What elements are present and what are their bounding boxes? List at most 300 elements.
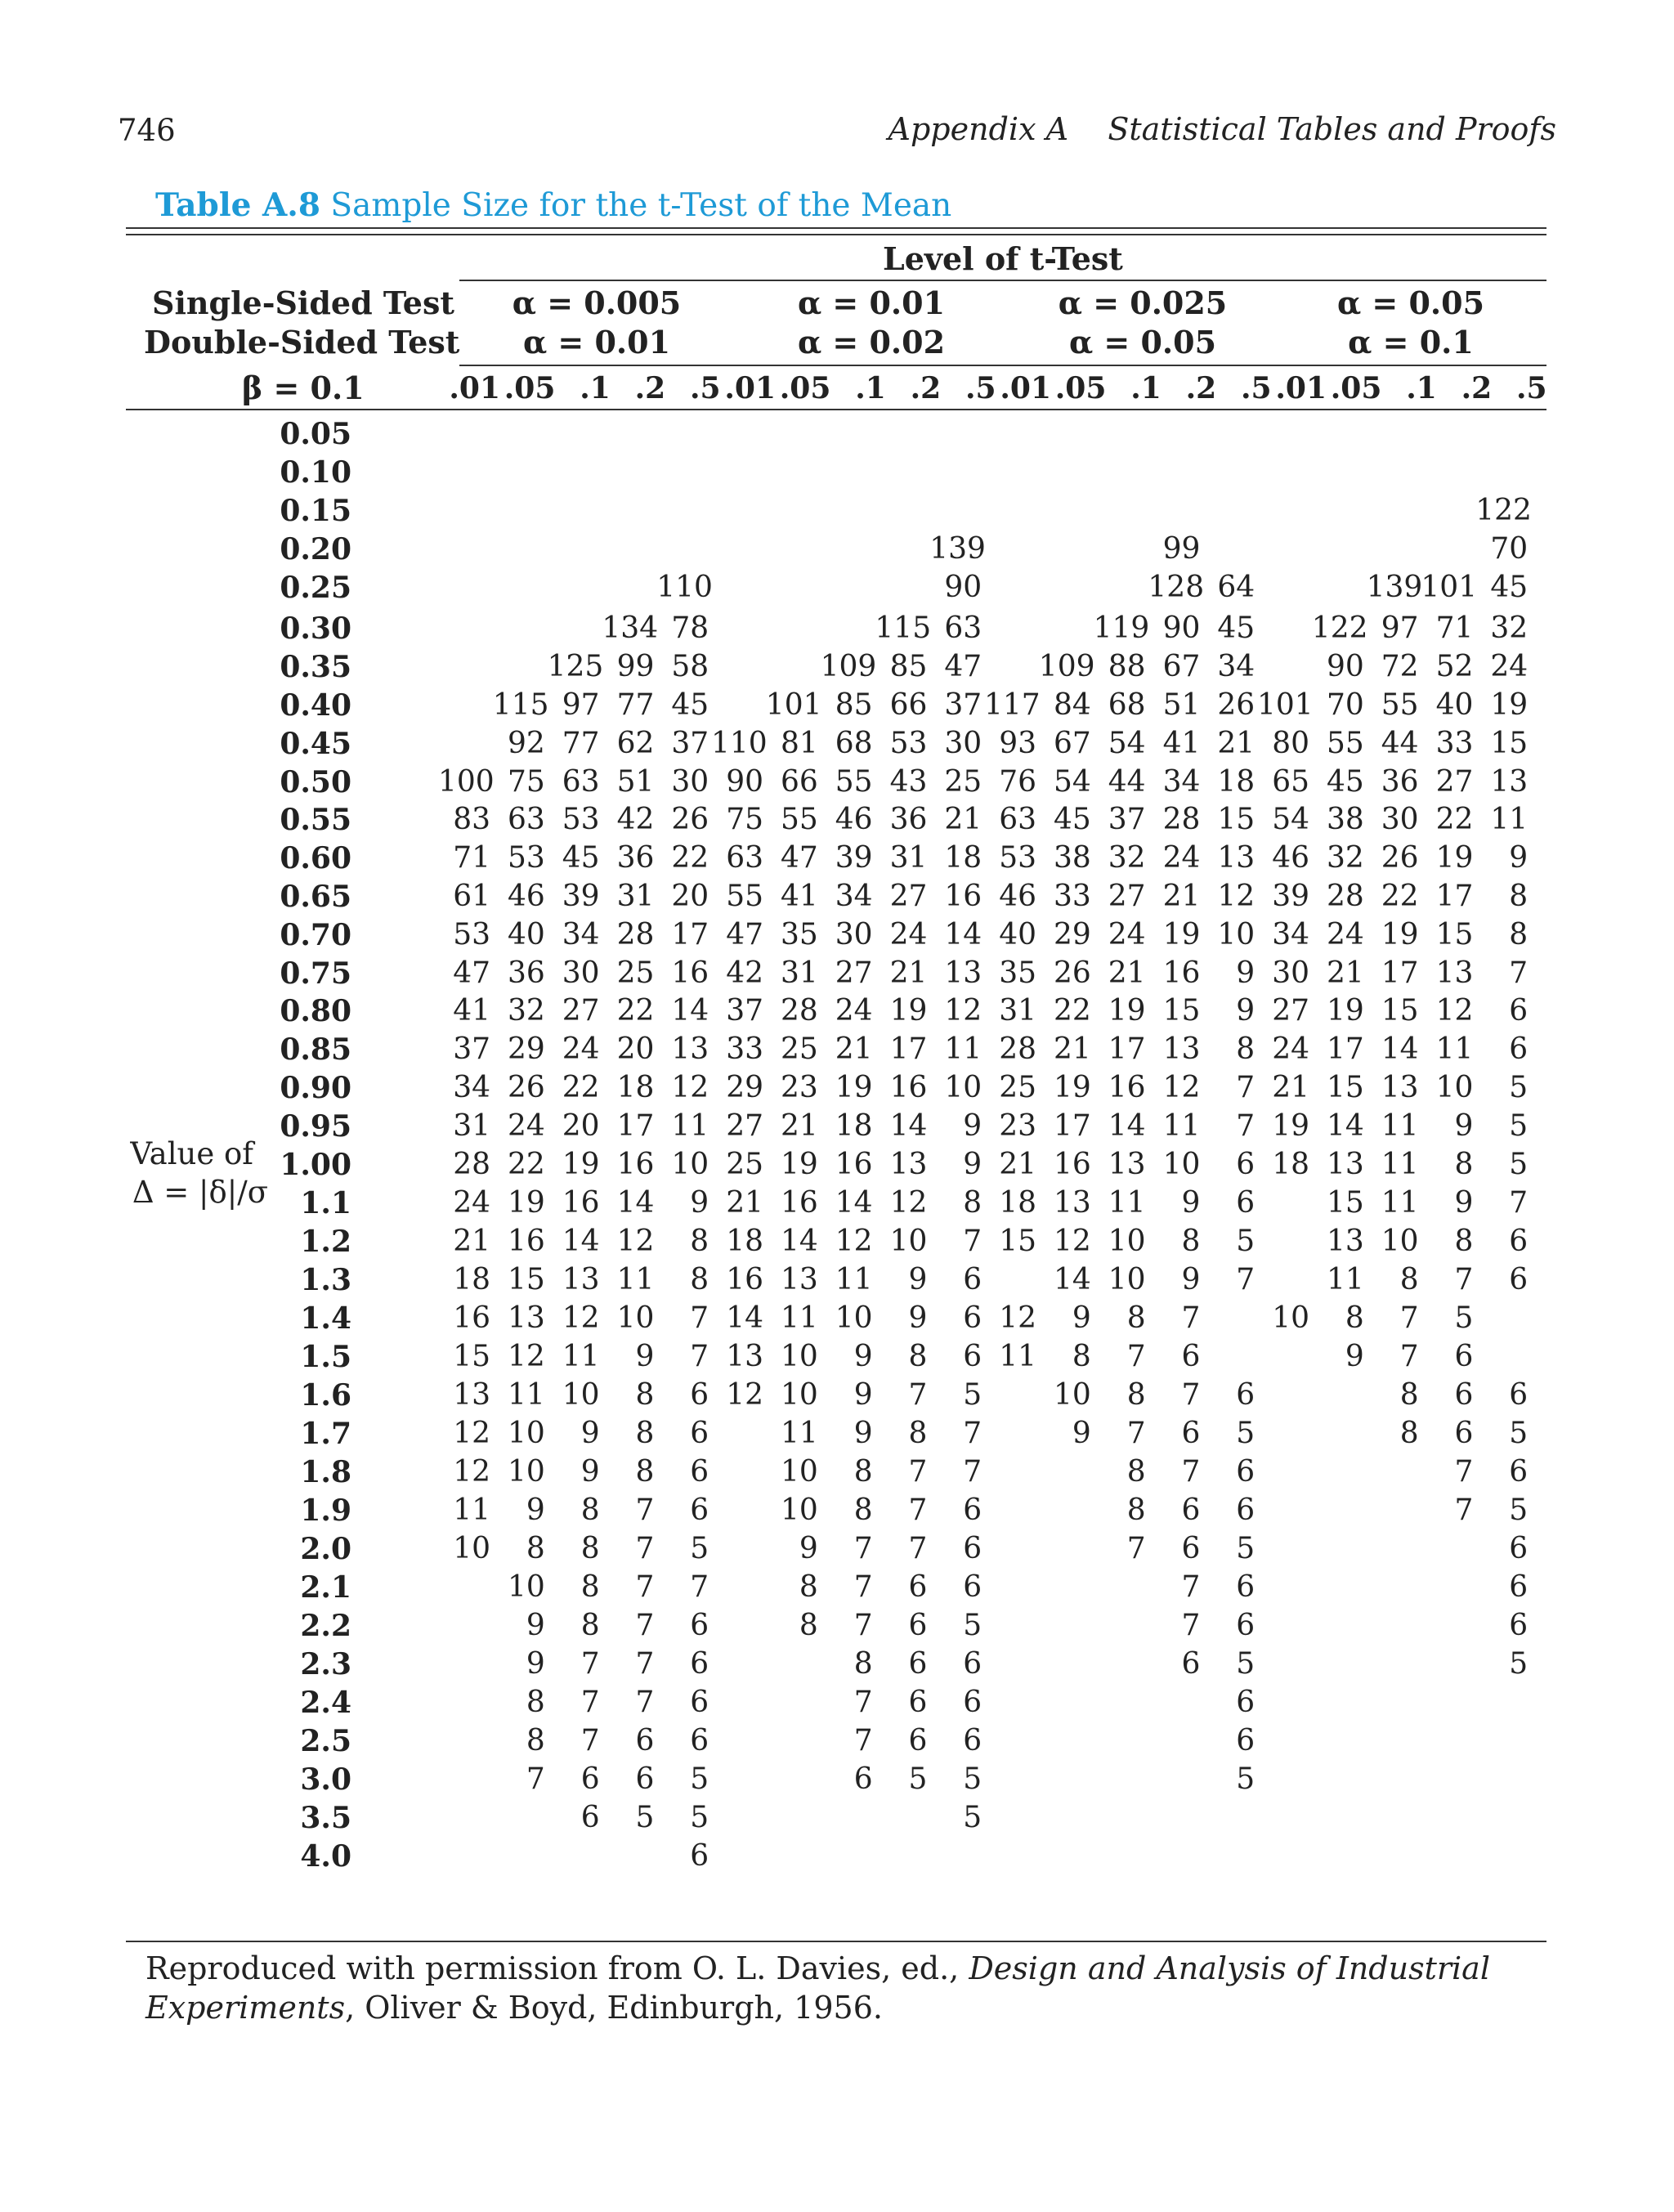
- table-cell: 15: [1217, 803, 1256, 836]
- table-cell: 6: [908, 1686, 928, 1719]
- table-cell: 24: [1490, 650, 1529, 683]
- table-cell: 10: [889, 1225, 928, 1258]
- table-cell: 16: [616, 1148, 655, 1181]
- table-cell: 28: [780, 994, 818, 1028]
- table-cell: 16: [1053, 1148, 1091, 1181]
- table-cell: 97: [1381, 611, 1419, 645]
- table-cell: 128: [1148, 571, 1205, 604]
- table-cell: 9: [853, 1378, 873, 1412]
- table-cell: 14: [889, 1109, 928, 1143]
- row-delta-label: 0.95: [280, 1109, 351, 1144]
- table-cell: 17: [889, 1032, 928, 1066]
- table-cell: 5: [1236, 1225, 1256, 1258]
- table-cell: 27: [1272, 994, 1309, 1028]
- table-cell: 18: [1272, 1148, 1309, 1181]
- table-cell: 10: [453, 1532, 490, 1565]
- table-cell: 15: [999, 1225, 1036, 1258]
- table-cell: 19: [1381, 918, 1419, 952]
- group-1-double: α = 0.01: [522, 324, 671, 360]
- table-cell: 7: [963, 1455, 982, 1489]
- row-delta-label: 1.4: [300, 1301, 351, 1336]
- table-cell: 9: [1509, 841, 1529, 875]
- table-cell: 15: [1490, 727, 1529, 760]
- table-cell: 9: [853, 1417, 873, 1450]
- table-cell: 10: [1381, 1225, 1419, 1258]
- table-cell: 30: [1272, 956, 1309, 990]
- table-cell: 6: [1236, 1455, 1256, 1489]
- alpha-rule: [459, 365, 1546, 366]
- table-cell: 8: [908, 1340, 928, 1373]
- row-delta-label: 0.85: [280, 1032, 351, 1067]
- table-cell: 11: [1435, 1032, 1474, 1066]
- table-cell: 6: [690, 1724, 709, 1758]
- table-cell: 122: [1475, 494, 1532, 527]
- table-cell: 45: [1490, 571, 1529, 604]
- table-cell: 11: [780, 1417, 818, 1450]
- table-cell: 9: [799, 1532, 818, 1565]
- table-cell: 5: [690, 1801, 709, 1834]
- table-cell: 10: [507, 1455, 545, 1489]
- table-cell: 6: [908, 1570, 928, 1604]
- table-cell: 21: [944, 803, 982, 836]
- table-cell: 25: [780, 1032, 818, 1066]
- table-cell: 39: [562, 880, 600, 913]
- table-cell: 5: [635, 1801, 655, 1834]
- table-cell: 10: [780, 1378, 818, 1412]
- table-cell: 27: [1435, 765, 1474, 799]
- table-cell: 6: [690, 1417, 709, 1450]
- table-cell: 15: [1162, 994, 1201, 1028]
- table-cell: 8: [1345, 1301, 1364, 1335]
- table-cell: 16: [726, 1263, 763, 1296]
- table-cell: 8: [1454, 1148, 1474, 1181]
- table-cell: 24: [889, 918, 928, 952]
- table-cell: 6: [1236, 1609, 1256, 1642]
- table-cell: 8: [635, 1417, 655, 1450]
- level-rule: [459, 280, 1546, 281]
- table-cell: 32: [1326, 841, 1364, 875]
- table-cell: 17: [671, 918, 709, 952]
- table-cell: 9: [526, 1493, 545, 1527]
- table-cell: 55: [780, 803, 818, 836]
- table-cell: 13: [1217, 841, 1256, 875]
- row-delta-label: 1.6: [300, 1378, 351, 1413]
- table-cell: 8: [853, 1455, 873, 1489]
- table-cell: 53: [507, 841, 545, 875]
- row-delta-label: 0.50: [280, 765, 351, 799]
- beta-column-header: .2: [1185, 371, 1217, 405]
- table-cell: 14: [616, 1186, 655, 1220]
- table-cell: 10: [1053, 1378, 1091, 1412]
- table-cell: 29: [507, 1032, 545, 1066]
- table-cell: 9: [1181, 1186, 1201, 1220]
- header-bottom-rule: [126, 409, 1546, 410]
- table-cell: 21: [1217, 727, 1256, 760]
- table-cell: 8: [1509, 918, 1529, 952]
- table-cell: 8: [690, 1225, 709, 1258]
- table-cell: 7: [1181, 1609, 1201, 1642]
- table-cell: 7: [1236, 1263, 1256, 1296]
- table-cell: 10: [671, 1148, 709, 1181]
- table-cell: 30: [944, 727, 982, 760]
- table-cell: 22: [1381, 880, 1419, 913]
- table-cell: 101: [1257, 688, 1314, 722]
- table-cell: 18: [453, 1263, 490, 1296]
- table-cell: 24: [1162, 841, 1201, 875]
- beta-column-header: .2: [1461, 371, 1493, 405]
- table-cell: 6: [1454, 1378, 1474, 1412]
- table-cell: 32: [1490, 611, 1529, 645]
- table-cell: 11: [1381, 1186, 1419, 1220]
- beta-column-header: .05: [504, 371, 556, 405]
- table-cell: 8: [580, 1570, 600, 1604]
- table-cell: 19: [780, 1148, 818, 1181]
- table-cell: 13: [1381, 1071, 1419, 1104]
- table-cell: 21: [889, 956, 928, 990]
- table-cell: 7: [1126, 1340, 1146, 1373]
- table-cell: 6: [635, 1762, 655, 1796]
- table-cell: 47: [944, 650, 982, 683]
- table-cell: 6: [963, 1301, 982, 1335]
- table-cell: 14: [726, 1301, 763, 1335]
- table-cell: 30: [1381, 803, 1419, 836]
- table-cell: 12: [1053, 1225, 1091, 1258]
- table-cell: 6: [908, 1609, 928, 1642]
- table-cell: 17: [1326, 1032, 1364, 1066]
- table-cell: 12: [1217, 880, 1256, 913]
- table-cell: 8: [635, 1455, 655, 1489]
- table-cell: 45: [1053, 803, 1091, 836]
- table-cell: 7: [635, 1647, 655, 1681]
- table-cell: 39: [835, 841, 873, 875]
- table-cell: 17: [1108, 1032, 1146, 1066]
- table-cell: 34: [835, 880, 873, 913]
- table-cell: 26: [1381, 841, 1419, 875]
- table-cell: 24: [1272, 1032, 1309, 1066]
- table-cell: 6: [690, 1455, 709, 1489]
- table-cell: 134: [602, 611, 659, 645]
- table-cell: 52: [1435, 650, 1474, 683]
- table-cell: 21: [453, 1225, 490, 1258]
- table-cell: 9: [963, 1148, 982, 1181]
- table-cell: 7: [908, 1455, 928, 1489]
- table-cell: 22: [671, 841, 709, 875]
- table-cell: 83: [453, 803, 490, 836]
- table-cell: 6: [1509, 1263, 1529, 1296]
- table-cell: 9: [1072, 1301, 1091, 1335]
- row-delta-label: 4.0: [300, 1839, 351, 1874]
- table-cell: 77: [562, 727, 600, 760]
- table-cell: 12: [671, 1071, 709, 1104]
- table-cell: 11: [1381, 1109, 1419, 1143]
- stub-label-delta: Δ = |δ|/σ: [132, 1175, 268, 1210]
- table-cell: 14: [944, 918, 982, 952]
- table-cell: 12: [453, 1417, 490, 1450]
- table-cell: 62: [616, 727, 655, 760]
- table-cell: 16: [671, 956, 709, 990]
- table-cell: 6: [1236, 1570, 1256, 1604]
- table-cell: 19: [562, 1148, 600, 1181]
- table-cell: 45: [1217, 611, 1256, 645]
- table-cell: 40: [999, 918, 1036, 952]
- table-cell: 37: [1108, 803, 1146, 836]
- table-cell: 11: [944, 1032, 982, 1066]
- table-cell: 13: [1490, 765, 1529, 799]
- table-cell: 7: [635, 1532, 655, 1565]
- beta-column-header: .5: [1241, 371, 1272, 405]
- group-1-single: α = 0.005: [512, 284, 682, 321]
- table-cell: 37: [944, 688, 982, 722]
- table-cell: 5: [1509, 1417, 1529, 1450]
- table-cell: 61: [453, 880, 490, 913]
- table-cell: 54: [1272, 803, 1309, 836]
- table-cell: 8: [690, 1263, 709, 1296]
- table-cell: 71: [453, 841, 490, 875]
- source-note-text: Reproduced with permission from O. L. Davies, ed.,: [145, 1950, 969, 1986]
- table-cell: 8: [853, 1647, 873, 1681]
- page-number: 746: [118, 113, 176, 148]
- table-cell: 12: [835, 1225, 873, 1258]
- table-cell: 37: [671, 727, 709, 760]
- table-cell: 14: [562, 1225, 600, 1258]
- table-cell: 36: [616, 841, 655, 875]
- table-cell: 8: [1509, 880, 1529, 913]
- table-cell: 21: [726, 1186, 763, 1220]
- table-cell: 6: [635, 1724, 655, 1758]
- table-cell: 5: [963, 1762, 982, 1796]
- table-cell: 28: [999, 1032, 1036, 1066]
- table-cell: 8: [580, 1609, 600, 1642]
- table-cell: 6: [1181, 1417, 1201, 1450]
- group-3-double: α = 0.05: [1068, 324, 1217, 360]
- table-cell: 24: [507, 1109, 545, 1143]
- table-cell: 7: [853, 1686, 873, 1719]
- table-cell: 9: [1236, 994, 1256, 1028]
- row-delta-label: 0.45: [280, 727, 351, 761]
- table-cell: 21: [835, 1032, 873, 1066]
- table-cell: 47: [726, 918, 763, 952]
- table-cell: 10: [1162, 1148, 1201, 1181]
- table-cell: 5: [1509, 1148, 1529, 1181]
- table-cell: 6: [1509, 1032, 1529, 1066]
- table-cell: 8: [580, 1532, 600, 1565]
- table-cell: 7: [690, 1570, 709, 1604]
- table-cell: 36: [1381, 765, 1419, 799]
- table-cell: 13: [453, 1378, 490, 1412]
- table-cell: 31: [616, 880, 655, 913]
- table-cell: 9: [1345, 1340, 1364, 1373]
- table-cell: 8: [1072, 1340, 1091, 1373]
- table-cell: 8: [1181, 1225, 1201, 1258]
- table-cell: 55: [1326, 727, 1364, 760]
- table-cell: 7: [580, 1724, 600, 1758]
- table-cell: 90: [726, 765, 763, 799]
- table-cell: 21: [999, 1148, 1036, 1181]
- table-cell: 16: [453, 1301, 490, 1335]
- table-cell: 9: [1454, 1109, 1474, 1143]
- table-cell: 16: [1162, 956, 1201, 990]
- table-cell: 125: [547, 650, 604, 683]
- table-cell: 41: [1162, 727, 1201, 760]
- table-cell: 5: [1509, 1071, 1529, 1104]
- table-cell: 11: [562, 1340, 600, 1373]
- table-cell: 31: [780, 956, 818, 990]
- table-cell: 5: [1509, 1109, 1529, 1143]
- table-cell: 7: [690, 1340, 709, 1373]
- row-delta-label: 0.60: [280, 841, 351, 875]
- table-cell: 10: [507, 1417, 545, 1450]
- table-cell: 10: [944, 1071, 982, 1104]
- table-cell: 12: [453, 1455, 490, 1489]
- table-cell: 6: [690, 1609, 709, 1642]
- table-cell: 93: [999, 727, 1036, 760]
- row-delta-label: 0.80: [280, 994, 351, 1028]
- table-cell: 31: [889, 841, 928, 875]
- table-cell: 22: [616, 994, 655, 1028]
- table-cell: 10: [780, 1493, 818, 1527]
- table-cell: 6: [1509, 1378, 1529, 1412]
- table-cell: 15: [1326, 1071, 1364, 1104]
- beta-column-header: .01: [1275, 371, 1327, 405]
- table-cell: 7: [635, 1686, 655, 1719]
- table-cell: 19: [1272, 1109, 1309, 1143]
- table-cell: 6: [580, 1801, 600, 1834]
- table-cell: 31: [999, 994, 1036, 1028]
- table-cell: 5: [1509, 1493, 1529, 1527]
- table-cell: 30: [562, 956, 600, 990]
- table-cell: 8: [1126, 1493, 1146, 1527]
- table-cell: 7: [580, 1647, 600, 1681]
- row-delta-label: 1.8: [300, 1455, 351, 1489]
- table-cell: 24: [835, 994, 873, 1028]
- table-cell: 5: [963, 1378, 982, 1412]
- table-cell: 13: [1326, 1225, 1364, 1258]
- row-delta-label: 1.7: [300, 1417, 351, 1451]
- table-cell: 67: [1053, 727, 1091, 760]
- table-cell: 8: [908, 1417, 928, 1450]
- table-cell: 6: [1181, 1532, 1201, 1565]
- table-cell: 30: [671, 765, 709, 799]
- table-cell: 25: [616, 956, 655, 990]
- table-cell: 7: [1236, 1071, 1256, 1104]
- table-cell: 63: [944, 611, 982, 645]
- row-delta-label: 0.30: [280, 611, 351, 646]
- table-cell: 66: [889, 688, 928, 722]
- table-cell: 12: [944, 994, 982, 1028]
- beta-column-header: .1: [1406, 371, 1437, 405]
- table-cell: 47: [453, 956, 490, 990]
- table-cell: 22: [1053, 994, 1091, 1028]
- table-cell: 11: [1381, 1148, 1419, 1181]
- table-cell: 16: [835, 1148, 873, 1181]
- table-cell: 122: [1311, 611, 1368, 645]
- table-cell: 88: [1108, 650, 1146, 683]
- table-cell: 9: [1236, 956, 1256, 990]
- table-cell: 18: [835, 1109, 873, 1143]
- table-cell: 99: [1162, 532, 1201, 566]
- table-cell: 47: [780, 841, 818, 875]
- table-cell: 63: [726, 841, 763, 875]
- table-cell: 7: [635, 1570, 655, 1604]
- table-cell: 8: [963, 1186, 982, 1220]
- row-delta-label: 0.55: [280, 803, 351, 837]
- table-cell: 5: [963, 1609, 982, 1642]
- table-cell: 6: [908, 1724, 928, 1758]
- row-delta-label: 1.00: [280, 1148, 351, 1182]
- table-cell: 26: [1217, 688, 1256, 722]
- table-cell: 53: [453, 918, 490, 952]
- table-cell: 34: [562, 918, 600, 952]
- table-cell: 7: [908, 1532, 928, 1565]
- table-cell: 36: [507, 956, 545, 990]
- table-cell: 8: [526, 1724, 545, 1758]
- table-cell: 16: [889, 1071, 928, 1104]
- table-cell: 9: [1181, 1263, 1201, 1296]
- table-cell: 6: [1454, 1417, 1474, 1450]
- table-cell: 10: [835, 1301, 873, 1335]
- table-cell: 85: [889, 650, 928, 683]
- row-delta-label: 2.5: [300, 1724, 351, 1758]
- table-cell: 34: [1217, 650, 1256, 683]
- table-cell: 7: [1236, 1109, 1256, 1143]
- table-cell: 6: [1236, 1186, 1256, 1220]
- table-cell: 55: [835, 765, 873, 799]
- table-cell: 21: [1053, 1032, 1091, 1066]
- table-cell: 55: [726, 880, 763, 913]
- table-cell: 7: [1181, 1378, 1201, 1412]
- table-cell: 40: [1435, 688, 1474, 722]
- beta-column-header: .1: [855, 371, 886, 405]
- table-cell: 9: [690, 1186, 709, 1220]
- table-cell: 32: [1108, 841, 1146, 875]
- table-cell: 27: [726, 1109, 763, 1143]
- table-cell: 21: [1272, 1071, 1309, 1104]
- table-cell: 9: [526, 1647, 545, 1681]
- table-cell: 25: [726, 1148, 763, 1181]
- table-cell: 17: [1435, 880, 1474, 913]
- table-cell: 9: [580, 1417, 600, 1450]
- table-cell: 63: [507, 803, 545, 836]
- table-cell: 6: [963, 1724, 982, 1758]
- table-cell: 41: [780, 880, 818, 913]
- group-4-single: α = 0.05: [1336, 284, 1485, 321]
- table-cell: 13: [671, 1032, 709, 1066]
- table-cell: 100: [438, 765, 495, 799]
- table-cell: 22: [562, 1071, 600, 1104]
- table-cell: 10: [1435, 1071, 1474, 1104]
- table-cell: 90: [1326, 650, 1364, 683]
- table-cell: 14: [1053, 1263, 1091, 1296]
- table-cell: 12: [1162, 1071, 1201, 1104]
- table-cell: 12: [889, 1186, 928, 1220]
- table-cell: 67: [1162, 650, 1201, 683]
- table-cell: 18: [999, 1186, 1036, 1220]
- table-cell: 26: [1053, 956, 1091, 990]
- table-cell: 8: [1399, 1378, 1419, 1412]
- row-delta-label: 0.20: [280, 532, 351, 566]
- table-cell: 7: [853, 1570, 873, 1604]
- table-cell: 70: [1490, 532, 1529, 566]
- table-cell: 20: [562, 1109, 600, 1143]
- table-cell: 90: [944, 571, 982, 604]
- table-cell: 19: [507, 1186, 545, 1220]
- table-cell: 33: [1435, 727, 1474, 760]
- table-cell: 26: [507, 1071, 545, 1104]
- table-cell: 16: [507, 1225, 545, 1258]
- table-cell: 40: [507, 918, 545, 952]
- table-cell: 12: [726, 1378, 763, 1412]
- table-cell: 33: [726, 1032, 763, 1066]
